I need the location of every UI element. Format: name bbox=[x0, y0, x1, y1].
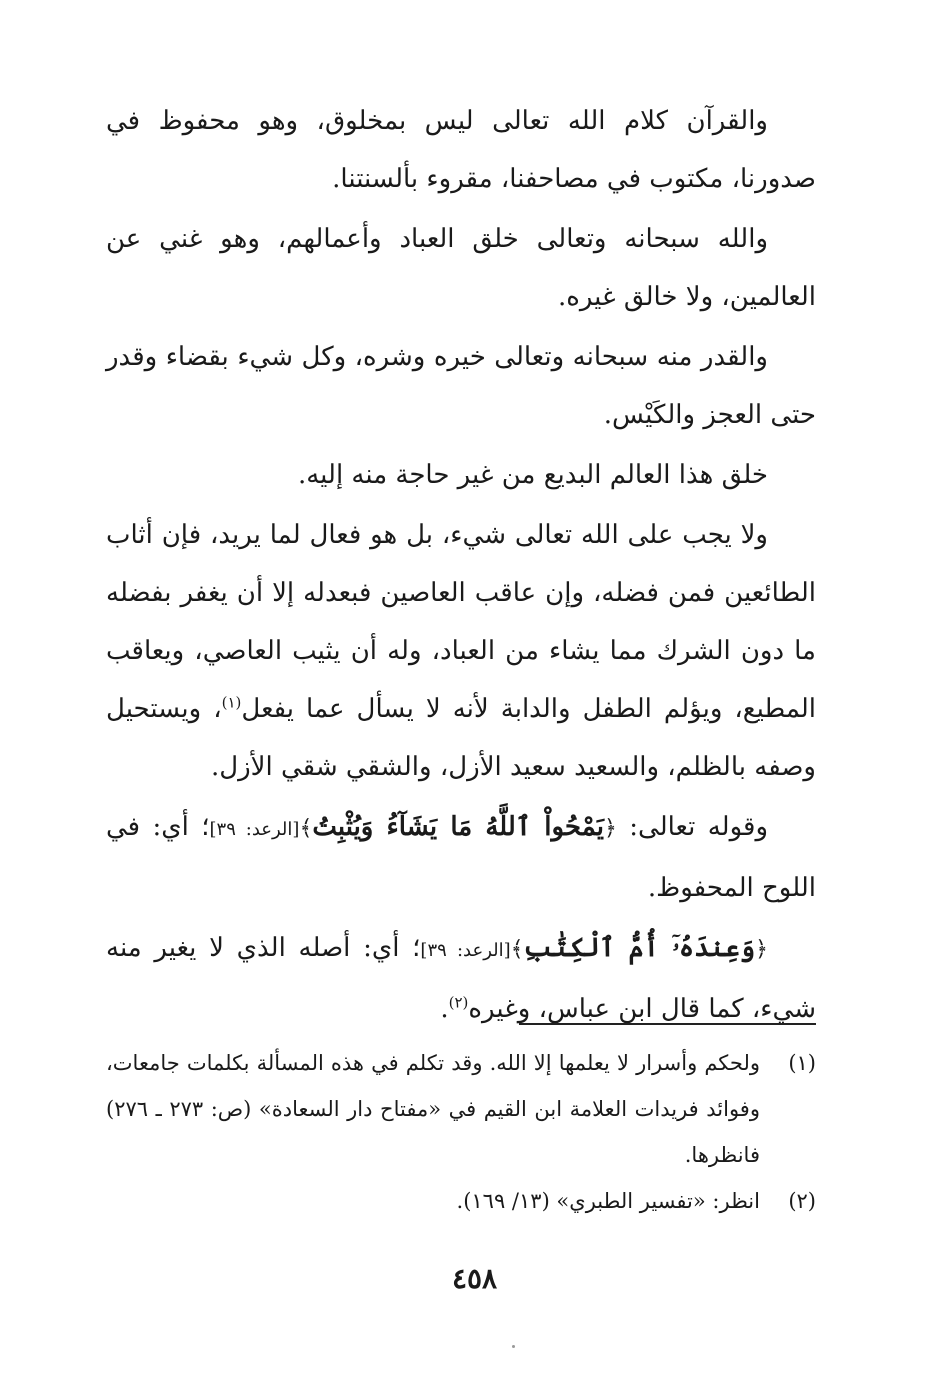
paragraph-divine-justice-text-end: ، ويستحيل وصفه بالظلم، والسعيد سعيد الأزل، والشقي شقي الأزل. bbox=[106, 694, 816, 782]
paragraph-verse-mother-book bbox=[106, 919, 816, 1038]
footnote-marker-2: (٢) bbox=[448, 993, 469, 1012]
paragraph-divine-decree: والقدر منه سبحانه وتعالى خيره وشره، وكل شيء بقضاء وقدر حتى العجز والكَيْس. bbox=[106, 342, 816, 430]
verse-explanation: ؛ أي: في اللوح المحفوظ. bbox=[106, 812, 816, 903]
footnote-separator bbox=[519, 1023, 816, 1025]
verse-intro: وقوله تعالى: bbox=[616, 812, 768, 842]
paragraph-creation-of-deeds: والله سبحانه وتعالى خلق العباد وأعمالهم، وهو غني عن العالمين، ولا خالق غيره. bbox=[106, 224, 816, 312]
ornate-bracket-close-2: ﴾ bbox=[510, 937, 524, 962]
verse-reference-2: [الرعد: ٣٩] bbox=[420, 940, 511, 961]
paragraph-creation-of-world: خلق هذا العالم البديع من غير حاجة منه إليه. bbox=[297, 460, 768, 490]
footnote-item bbox=[106, 1178, 816, 1224]
ornate-bracket-open: ﴿ bbox=[603, 816, 617, 841]
footnotes bbox=[106, 1040, 816, 1224]
scan-speck bbox=[512, 1345, 515, 1348]
footnote-number: (٢) bbox=[788, 1189, 816, 1213]
paragraph-divine-justice-text: ولا يجب على الله تعالى شيء، بل هو فعال لما يريد، فإن أثاب الطائعين فمن فضله، وإن عاقب العاصين فبعدله إلا أن يغفر بفضله ما دون الشرك مما يشاء من العباد، وله أن يثيب العاصي، ويعاقب المطيع، ويؤلم الطفل والدابة لأنه لا يسأل عما يفعل bbox=[106, 520, 816, 724]
paragraph-verse-erase-confirm bbox=[106, 798, 816, 917]
quran-verse-text-2: وَعِندَهُۥٓ أُمُّ ٱلْكِتَٰبِ bbox=[523, 933, 756, 963]
footnote-text: انظر: «تفسير الطبري» (١٣/ ١٦٩). bbox=[456, 1189, 760, 1213]
footnote-marker-1: (١) bbox=[221, 693, 242, 712]
main-text bbox=[106, 92, 816, 1040]
paragraph-divine-justice bbox=[106, 506, 816, 796]
ornate-bracket-open-2: ﴿ bbox=[755, 937, 768, 962]
footnote-number: (١) bbox=[788, 1051, 816, 1075]
footnote-text: ولحكم وأسرار لا يعلمها إلا الله. وقد تكلم في هذه المسألة بكلمات جامعات، وفوائد فريدات العلامة ابن القيم في «مفتاح دار السعادة» (ص: ٢٧٣ ـ ٢٧٦) فانظرها. bbox=[106, 1051, 760, 1167]
footnote-item bbox=[106, 1040, 816, 1178]
verse-explanation-2: ؛ أي: أصله الذي لا يغير منه شيء، كما قال ابن عباس، وغيره bbox=[106, 933, 816, 1024]
ornate-bracket-close: ﴾ bbox=[299, 816, 313, 841]
page-number: ٤٥٨ bbox=[451, 1262, 498, 1295]
paragraph-end-period: . bbox=[440, 994, 449, 1024]
quran-verse-text: يَمْحُواْ ٱللَّهُ مَا يَشَآءُ وَيُثْبِتُ bbox=[312, 812, 604, 842]
verse-reference: [الرعد: ٣٩] bbox=[209, 819, 300, 840]
paragraph-quran-uncreated: والقرآن كلام الله تعالى ليس بمخلوق، وهو محفوظ في صدورنا، مكتوب في مصاحفنا، مقروء بألسنتنا. bbox=[106, 106, 816, 194]
